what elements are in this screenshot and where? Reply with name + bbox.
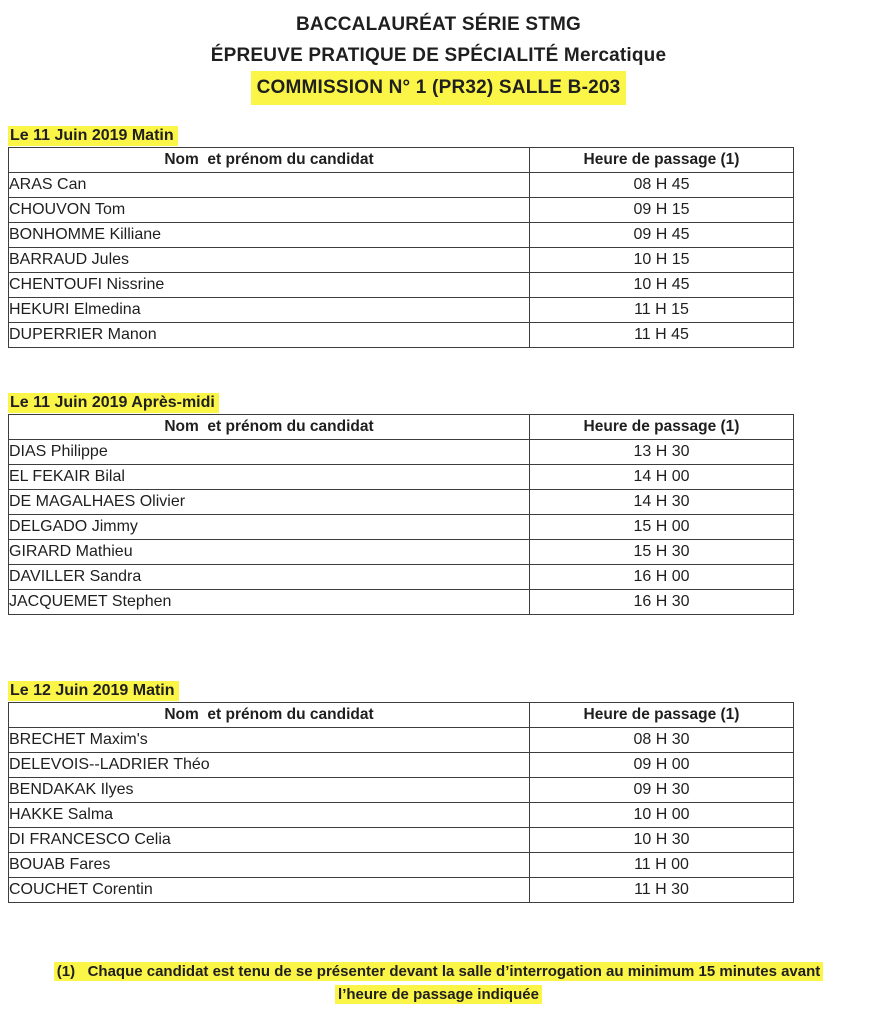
table-row — [9, 590, 794, 615]
session-2-table — [8, 414, 794, 615]
passage-time-cell: 13 H 30 — [530, 440, 794, 465]
candidate-name-cell: GIRARD Mathieu — [9, 540, 530, 565]
session-1-section — [8, 126, 793, 348]
passage-time-cell: 09 H 15 — [530, 198, 794, 223]
session-3-table — [8, 702, 794, 903]
candidate-name-cell: EL FEKAIR Bilal — [9, 465, 530, 490]
footnote-line-1-text: (1) Chaque candidat est tenu de se présenter devant la salle d’interrogation au minimum 15 minutes avant — [54, 962, 824, 981]
table-row — [9, 465, 794, 490]
session-3-label: Le 12 Juin 2019 Matin — [8, 681, 179, 701]
table-row — [9, 490, 794, 515]
candidate-name-cell: DELGADO Jimmy — [9, 515, 530, 540]
passage-time-cell: 08 H 45 — [530, 173, 794, 198]
candidate-name-cell: DE MAGALHAES Olivier — [9, 490, 530, 515]
footnote-line-1 — [0, 960, 877, 983]
candidate-name-header: Nom et prénom du candidat — [9, 148, 530, 173]
table-row — [9, 515, 794, 540]
commission-title-highlight: COMMISSION N° 1 (PR32) SALLE B-203 — [251, 71, 627, 105]
table-row — [9, 248, 794, 273]
passage-time-header: Heure de passage (1) — [530, 703, 794, 728]
candidate-name-header: Nom et prénom du candidat — [9, 415, 530, 440]
document-title-line-3 — [0, 71, 877, 105]
session-1-table — [8, 147, 794, 348]
passage-time-cell: 11 H 15 — [530, 298, 794, 323]
candidate-name-cell: HAKKE Salma — [9, 803, 530, 828]
candidate-name-cell: DUPERRIER Manon — [9, 323, 530, 348]
table-row — [9, 273, 794, 298]
table-row — [9, 753, 794, 778]
passage-time-cell: 10 H 00 — [530, 803, 794, 828]
table-row — [9, 828, 794, 853]
session-3-section — [8, 681, 793, 903]
candidate-name-cell: DELEVOIS--LADRIER Théo — [9, 753, 530, 778]
footnote — [0, 960, 877, 1006]
table-row — [9, 778, 794, 803]
table-row — [9, 803, 794, 828]
session-2-label: Le 11 Juin 2019 Après-midi — [8, 393, 219, 413]
document-title-line-1: BACCALAURÉAT SÉRIE STMG — [295, 14, 582, 35]
document-title-line-2: ÉPREUVE PRATIQUE DE SPÉCIALITÉ Mercatique — [210, 45, 667, 66]
passage-time-cell: 15 H 30 — [530, 540, 794, 565]
passage-time-cell: 16 H 00 — [530, 565, 794, 590]
candidate-name-cell: ARAS Can — [9, 173, 530, 198]
passage-time-cell: 10 H 45 — [530, 273, 794, 298]
passage-time-cell: 14 H 30 — [530, 490, 794, 515]
passage-time-cell: 11 H 45 — [530, 323, 794, 348]
candidate-name-cell: DAVILLER Sandra — [9, 565, 530, 590]
table-row — [9, 540, 794, 565]
table-header-row — [9, 148, 794, 173]
candidate-name-cell: BONHOMME Killiane — [9, 223, 530, 248]
passage-time-cell: 10 H 15 — [530, 248, 794, 273]
table-row — [9, 173, 794, 198]
table-row — [9, 878, 794, 903]
document-header — [0, 0, 877, 105]
passage-time-cell: 09 H 30 — [530, 778, 794, 803]
footnote-line-2-text: l’heure de passage indiquée — [335, 985, 542, 1004]
candidate-name-cell: DIAS Philippe — [9, 440, 530, 465]
table-row — [9, 223, 794, 248]
passage-time-cell: 09 H 45 — [530, 223, 794, 248]
candidate-name-cell: BENDAKAK Ilyes — [9, 778, 530, 803]
table-header-row — [9, 415, 794, 440]
passage-time-cell: 14 H 00 — [530, 465, 794, 490]
passage-time-cell: 11 H 00 — [530, 853, 794, 878]
candidate-name-cell: BRECHET Maxim's — [9, 728, 530, 753]
candidate-name-cell: COUCHET Corentin — [9, 878, 530, 903]
passage-time-header: Heure de passage (1) — [530, 415, 794, 440]
table-row — [9, 198, 794, 223]
table-row — [9, 853, 794, 878]
session-2-section — [8, 393, 793, 615]
candidate-name-cell: CHOUVON Tom — [9, 198, 530, 223]
passage-time-cell: 16 H 30 — [530, 590, 794, 615]
candidate-name-cell: BARRAUD Jules — [9, 248, 530, 273]
candidate-name-cell: HEKURI Elmedina — [9, 298, 530, 323]
candidate-name-cell: BOUAB Fares — [9, 853, 530, 878]
table-row — [9, 728, 794, 753]
table-header-row — [9, 703, 794, 728]
table-row — [9, 298, 794, 323]
passage-time-cell: 10 H 30 — [530, 828, 794, 853]
passage-time-cell: 08 H 30 — [530, 728, 794, 753]
candidate-name-cell: DI FRANCESCO Celia — [9, 828, 530, 853]
passage-time-header: Heure de passage (1) — [530, 148, 794, 173]
candidate-name-cell: CHENTOUFI Nissrine — [9, 273, 530, 298]
passage-time-cell: 09 H 00 — [530, 753, 794, 778]
table-row — [9, 440, 794, 465]
passage-time-cell: 11 H 30 — [530, 878, 794, 903]
table-row — [9, 323, 794, 348]
passage-time-cell: 15 H 00 — [530, 515, 794, 540]
session-1-label: Le 11 Juin 2019 Matin — [8, 126, 178, 146]
candidate-name-header: Nom et prénom du candidat — [9, 703, 530, 728]
footnote-line-2 — [0, 983, 877, 1006]
candidate-name-cell: JACQUEMET Stephen — [9, 590, 530, 615]
table-row — [9, 565, 794, 590]
